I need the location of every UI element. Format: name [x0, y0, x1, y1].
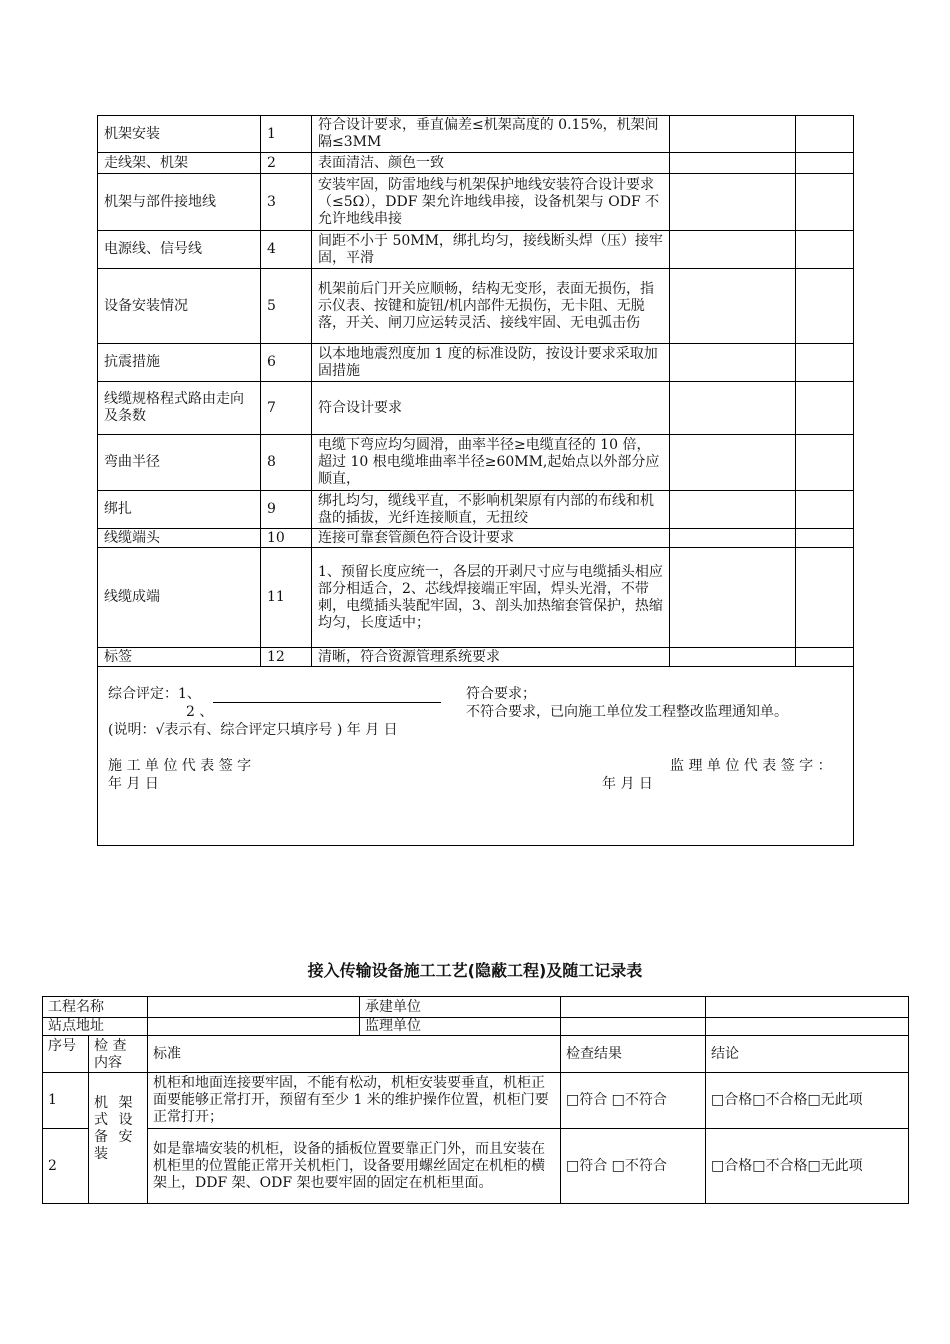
check-content-header: 检 查 内容 [89, 1036, 148, 1073]
result-header: 检查结果 [561, 1036, 706, 1073]
number-cell: 5 [261, 269, 312, 344]
requirement-cell: 表面清洁、颜色一致 [312, 153, 670, 174]
requirement-cell: 安装牢固，防雷地线与机架保护地线安装符合设计要求（≤5Ω），DDF 架允许地线串接，设备机架与 ODF 不允许地线串接 [312, 174, 670, 231]
number-cell: 3 [261, 174, 312, 231]
table-row [98, 269, 854, 344]
contractor-value[interactable] [561, 997, 706, 1018]
item-cell: 绑扎 [98, 491, 261, 529]
item-cell: 线缆端头 [98, 529, 261, 548]
header-row [43, 1036, 909, 1073]
remark-cell[interactable] [796, 153, 854, 174]
number-cell: 9 [261, 491, 312, 529]
table-row [98, 344, 854, 382]
result-cell[interactable] [670, 529, 796, 548]
standard-header: 标准 [148, 1036, 561, 1073]
table-row [98, 174, 854, 231]
requirement-cell: 符合设计要求 [312, 382, 670, 435]
table-row [43, 1073, 909, 1129]
remark-cell[interactable] [796, 174, 854, 231]
remark-cell[interactable] [796, 116, 854, 153]
supervisor-date: 年 月 日 [602, 776, 653, 792]
row-number: 2 [43, 1129, 89, 1204]
meets-requirement-text: 符合要求； [466, 686, 536, 702]
evaluation-line-2: 2 、 [186, 704, 214, 720]
result-cell[interactable] [670, 231, 796, 269]
site-address-label: 站点地址 [43, 1018, 148, 1036]
result-cell[interactable] [670, 344, 796, 382]
item-cell: 设备安装情况 [98, 269, 261, 344]
summary-section [97, 663, 854, 846]
table-row [98, 435, 854, 491]
contractor-label: 承建单位 [360, 997, 561, 1018]
item-cell: 弯曲半径 [98, 435, 261, 491]
result-cell[interactable] [670, 116, 796, 153]
site-address-value[interactable] [148, 1018, 360, 1036]
table-row [98, 116, 854, 153]
number-cell: 1 [261, 116, 312, 153]
number-cell: 2 [261, 153, 312, 174]
requirement-cell: 机架前后门开关应顺畅，结构无变形，表面无损伤，指示仪表、按键和旋钮/机内部件无损伤，无卡阻、无脱落，开关、闸刀应运转灵活、接线牢固、无电弧击伤 [312, 269, 670, 344]
item-cell: 机架安装 [98, 116, 261, 153]
contractor-value-extra[interactable] [706, 997, 909, 1018]
remark-cell[interactable] [796, 548, 854, 648]
row-number: 1 [43, 1073, 89, 1129]
table-row [43, 997, 909, 1018]
requirement-cell: 间距不小于 50MM，绑扎均匀，接线断头焊（压）接牢固，平滑 [312, 231, 670, 269]
remark-cell[interactable] [796, 382, 854, 435]
table-row [98, 153, 854, 174]
requirement-cell: 以本地地震烈度加 1 度的标准设防，按设计要求采取加固措施 [312, 344, 670, 382]
number-cell: 8 [261, 435, 312, 491]
remark-cell[interactable] [796, 231, 854, 269]
item-cell: 机架与部件接地线 [98, 174, 261, 231]
standard-cell: 如是靠墙安装的机柜，设备的插板位置要靠正门外，而且安装在机柜里的位置能正常开关机柜门，设备要用螺丝固定在机柜的横架上，DDF 架、ODF 架也要牢固的固定在机柜里面。 [148, 1129, 561, 1204]
item-cell: 电源线、信号线 [98, 231, 261, 269]
requirement-cell: 连接可靠套管颜色符合设计要求 [312, 529, 670, 548]
number-cell: 4 [261, 231, 312, 269]
table-row [98, 548, 854, 648]
table-row [98, 529, 854, 548]
conclusion-checkboxes[interactable]: □合格□不合格□无此项 [706, 1129, 909, 1204]
requirement-cell: 电缆下弯应均匀圆滑，曲率半径≥电缆直径的 10 倍，超过 10 根电缆堆曲率半径≥60MM,起始点以外部分应顺直， [312, 435, 670, 491]
number-cell: 10 [261, 529, 312, 548]
requirement-cell: 符合设计要求，垂直偏差≤机架高度的 0.15%，机架间隔≤3MM [312, 116, 670, 153]
requirement-cell: 1、预留长度应统一，各层的开剥尺寸应与电缆插头相应部分相适合，2、芯线焊接端正牢固，焊头光滑，不带刺，电缆插头装配牢固，3、剖头加热缩套管保护，热缩均匀，长度适中； [312, 548, 670, 648]
checklist-table [97, 115, 854, 667]
result-cell[interactable] [670, 153, 796, 174]
item-cell: 线缆成端 [98, 548, 261, 648]
supervisor-value[interactable] [561, 1018, 706, 1036]
table-row [43, 1129, 909, 1204]
result-cell[interactable] [670, 491, 796, 529]
not-meets-requirement-text: 不符合要求，已向施工单位发工程整改监理通知单。 [466, 704, 788, 720]
evaluation-blank-line[interactable] [213, 685, 441, 703]
result-cell[interactable] [670, 548, 796, 648]
remark-cell[interactable] [796, 269, 854, 344]
table-row [98, 491, 854, 529]
number-cell: 6 [261, 344, 312, 382]
note-text: (说明：√表示有、综合评定只填序号 ) 年 月 日 [108, 722, 398, 738]
project-name-value[interactable] [148, 997, 360, 1018]
supervisor-label: 监理单位 [360, 1018, 561, 1036]
standard-cell: 机柜和地面连接要牢固，不能有松动，机柜安装要垂直，机柜正面要能够正常打开，预留有至少 1 米的维护操作位置，机柜门要正常打开； [148, 1073, 561, 1129]
remark-cell[interactable] [796, 435, 854, 491]
overall-evaluation-label: 综合评定：1、 [108, 686, 201, 702]
category-cell: 机 架 式 设 备 安 装 [89, 1073, 148, 1204]
conclusion-header: 结论 [706, 1036, 909, 1073]
contractor-date: 年 月 日 [108, 776, 159, 792]
item-cell: 线缆规格程式路由走向及条数 [98, 382, 261, 435]
number-cell: 11 [261, 548, 312, 648]
result-cell[interactable] [670, 382, 796, 435]
item-cell: 抗震措施 [98, 344, 261, 382]
result-cell[interactable] [670, 174, 796, 231]
contractor-signature-label: 施 工 单 位 代 表 签 字 [108, 758, 252, 774]
result-cell[interactable] [670, 435, 796, 491]
inspection-record-table [42, 996, 909, 1204]
result-checkboxes[interactable]: □符合 □不符合 [561, 1129, 706, 1204]
form-title: 接入传输设备施工工艺(隐蔽工程)及随工记录表 [307, 961, 643, 980]
result-checkboxes[interactable]: □符合 □不符合 [561, 1073, 706, 1129]
item-cell: 标签 [98, 648, 261, 667]
table-row [98, 382, 854, 435]
table-row [98, 231, 854, 269]
conclusion-checkboxes[interactable]: □合格□不合格□无此项 [706, 1073, 909, 1129]
table-row [43, 1018, 909, 1036]
item-cell: 走线架、机架 [98, 153, 261, 174]
remark-cell[interactable] [796, 491, 854, 529]
number-cell: 12 [261, 648, 312, 667]
supervisor-value-extra[interactable] [706, 1018, 909, 1036]
remark-cell[interactable] [796, 344, 854, 382]
number-cell: 7 [261, 382, 312, 435]
result-cell[interactable] [670, 269, 796, 344]
project-name-label: 工程名称 [43, 997, 148, 1018]
seq-header: 序号 [43, 1036, 89, 1073]
supervisor-signature-label: 监 理 单 位 代 表 签 字 ： [670, 758, 832, 774]
requirement-cell: 清晰，符合资源管理系统要求 [312, 648, 670, 667]
remark-cell[interactable] [796, 529, 854, 548]
requirement-cell: 绑扎均匀，缆线平直，不影响机架原有内部的布线和机盘的插拔，光纤连接顺直，无扭绞 [312, 491, 670, 529]
